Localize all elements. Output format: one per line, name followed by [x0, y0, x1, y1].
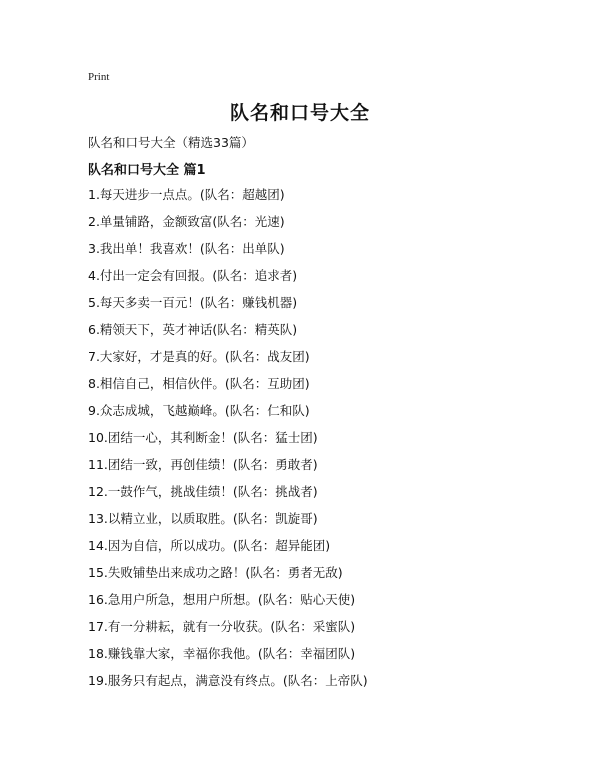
list-item: 19.服务只有起点，满意没有终点。(队名：上帝队)	[88, 673, 368, 688]
list-item: 10.团结一心，其利断金！(队名：猛士团)	[88, 430, 318, 445]
list-item: 16.急用户所急，想用户所想。(队名：贴心天使)	[88, 592, 356, 607]
list-item: 6.精领天下，英才神话(队名：精英队)	[88, 322, 298, 337]
slogan-list	[88, 186, 368, 699]
list-item: 15.失败铺垫出来成功之路！(队名：勇者无敌)	[88, 565, 343, 580]
list-item: 7.大家好，才是真的好。(队名：战友团)	[88, 349, 310, 364]
list-item: 11.团结一致，再创佳绩！(队名：勇敢者)	[88, 457, 318, 472]
print-label: Print	[88, 71, 110, 83]
list-item: 12.一鼓作气，挑战佳绩！(队名：挑战者)	[88, 484, 318, 499]
list-item: 3.我出单！我喜欢！(队名：出单队)	[88, 241, 285, 256]
document-subtitle: 队名和口号大全（精选33篇）	[88, 135, 254, 150]
list-item: 18.赚钱靠大家，幸福你我他。(队名：幸福团队)	[88, 646, 356, 661]
list-item: 13.以精立业，以质取胜。(队名：凯旋哥)	[88, 511, 318, 526]
section-heading: 队名和口号大全 篇1	[88, 163, 206, 178]
list-item: 9.众志成城，飞越巅峰。(队名：仁和队)	[88, 403, 310, 418]
list-item: 5.每天多卖一百元！(队名：赚钱机器)	[88, 295, 298, 310]
list-item: 14.因为自信，所以成功。(队名：超异能团)	[88, 538, 331, 553]
list-item: 4.付出一定会有回报。(队名：追求者)	[88, 268, 298, 283]
list-item: 8.相信自己，相信伙伴。(队名：互助团)	[88, 376, 310, 391]
list-item: 17.有一分耕耘，就有一分收获。(队名：采蜜队)	[88, 619, 356, 634]
list-item: 1.每天进步一点点。(队名：超越团)	[88, 187, 285, 202]
list-item: 2.单量铺路，金额致富(队名：光速)	[88, 214, 285, 229]
page-title: 队名和口号大全	[229, 102, 370, 124]
